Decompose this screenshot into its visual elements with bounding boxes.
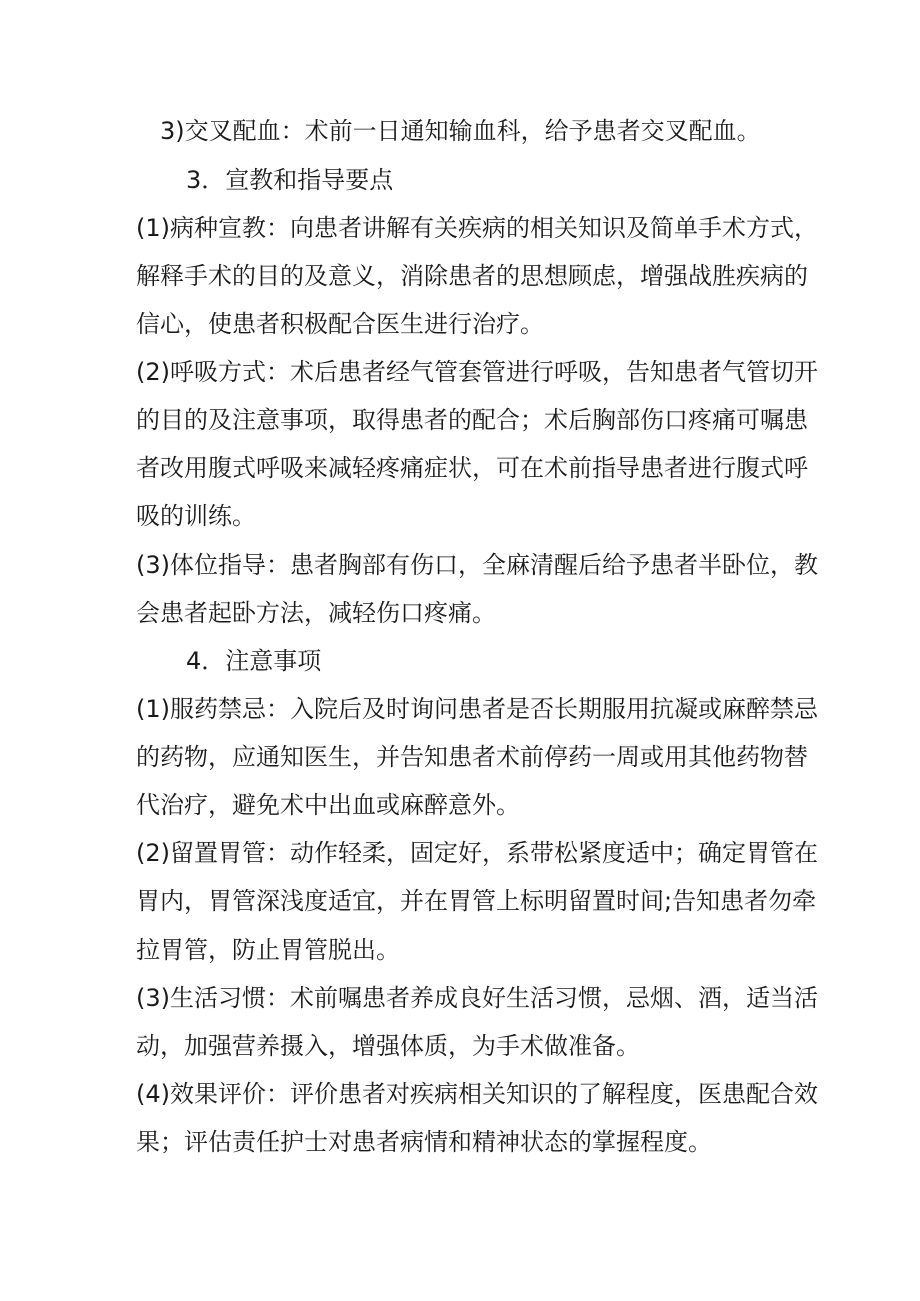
text-line: 解释手术的目的及意义，消除患者的思想顾虑，增强战胜疾病的 (136, 262, 808, 290)
text-line: 的药物，应通知医生，并告知患者术前停药一周或用其他药物替 (136, 743, 808, 771)
text-line: (2)呼吸方式：术后患者经气管套管进行呼吸，告知患者气管切开 (136, 358, 818, 386)
section-heading-precautions: 4．注意事项 (186, 647, 322, 675)
text-line: (3)生活习惯：术前嘱患者养成良好生活习惯，忌烟、酒，适当活 (136, 984, 818, 1012)
text-line: 会患者起卧方法，减轻伤口疼痛。 (136, 599, 496, 627)
text-line: 吸的训练。 (136, 502, 256, 530)
text-line: (4)效果评价：评价患者对疾病相关知识的了解程度，医患配合效 (136, 1080, 818, 1108)
text-line: (2)留置胃管：动作轻柔，固定好，系带松紧度适中；确定胃管在 (136, 839, 818, 867)
text-line: (3)体位指导：患者胸部有伤口，全麻清醒后给予患者半卧位，教 (136, 551, 818, 579)
text-line: 信心，使患者积极配合医生进行治疗。 (136, 310, 544, 338)
text-line: 拉胃管，防止胃管脱出。 (136, 936, 400, 964)
text-line: 果；评估责任护士对患者病情和精神状态的掌握程度。 (136, 1128, 712, 1156)
text-line: 胃内，胃管深浅度适宜，并在胃管上标明留置时间;告知患者勿牵 (136, 887, 817, 915)
text-line: (1)服药禁忌：入院后及时询问患者是否长期服用抗凝或麻醉禁忌 (136, 695, 818, 723)
text-line: 的目的及注意事项，取得患者的配合；术后胸部伤口疼痛可嘱患 (136, 406, 808, 434)
text-line: 者改用腹式呼吸来减轻疼痛症状，可在术前指导患者进行腹式呼 (136, 454, 808, 482)
text-line: (1)病种宣教：向患者讲解有关疾病的相关知识及简单手术方式， (136, 214, 818, 242)
text-line: 动，加强营养摄入，增强体质，为手术做准备。 (136, 1032, 640, 1060)
section-heading-education: 3．宣教和指导要点 (186, 166, 394, 194)
text-line: 代治疗，避免术中出血或麻醉意外。 (136, 791, 520, 819)
text-line-cross-match: 3)交叉配血：术前一日通知输血科，给予患者交叉配血。 (160, 117, 761, 145)
